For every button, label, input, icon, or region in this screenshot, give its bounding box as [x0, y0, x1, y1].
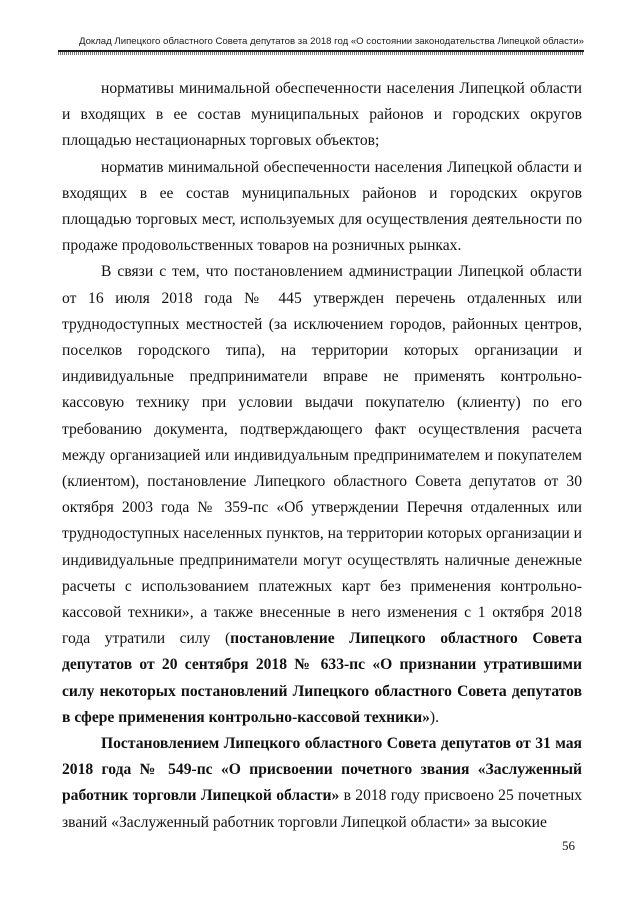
paragraph-4-bold-reference: Постановлением Липецкого областного Совета депутатов от 31 мая 2018 года № 549-пс «О присвоении почетного звания «Заслуженный работник торговли Липецкой области» — [62, 735, 582, 805]
paragraph-3-bold-reference: постановление Липецкого областного Совета депутатов от 20 сентября 2018 № 633-пс «О признании утратившими силу некоторых постановлений Липецкого областного Совета депутатов в сфере применения контрольно-кассовой техники» — [62, 630, 582, 726]
paragraph-3 — [62, 259, 582, 731]
paragraph-2: норматив минимальной обеспеченности населения Липецкой области и входящих в ее состав муниципальных районов и городских округов площадью торговых мест, используемых для осуществления деятельности по продаже продовольственных товаров на розничных рынках. — [62, 158, 582, 255]
paragraph-4-text: в 2018 году присвоено 25 почетных званий «Заслуженный работник торговли Липецкой области» за высокие — [62, 787, 582, 831]
paragraph-3-text: В связи с тем, что постановлением администрации Липецкой области от 16 июля 2018 года № 445 утвержден перечень отдаленных или труднодоступных местностей (за исключением городов, районных центров, поселков городского типа), на территории которых организации и индивидуальные предприниматели вправе не применять контрольно-кассовую технику при условии выдачи покупателю (клиенту) по его требованию документа, подтверждающего факт осуществления расчета между организацией или индивидуальным предпринимателем и покупателем (клиентом), постановление Липецкого областного Совета депутатов от 30 октября 2003 года № 359-пс «Об утверждении Перечня отдаленных или труднодоступных населенных пунктов, на территории которых организации и индивидуальные предприниматели могут осуществлять наличные денежные расчеты с использованием платежных карт без применения контрольно-кассовой техники», а также внесенные в него изменения с 1 октября 2018 года утратили силу ( — [62, 263, 582, 648]
document-header: Доклад Липецкого областного Совета депутатов за 2018 год «О состоянии законодательства Липецкой области» — [78, 36, 584, 47]
paragraph-3-closing: ). — [429, 708, 439, 726]
page-number: 56 — [562, 838, 575, 853]
paragraph-1: нормативы минимальной обеспеченности населения Липецкой области и входящих в ее состав муниципальных районов и городских округов площадью нестационарных торговых объектов; — [62, 80, 582, 150]
header-divider — [58, 50, 584, 55]
document-body — [62, 76, 582, 836]
paragraph-4 — [62, 731, 582, 836]
